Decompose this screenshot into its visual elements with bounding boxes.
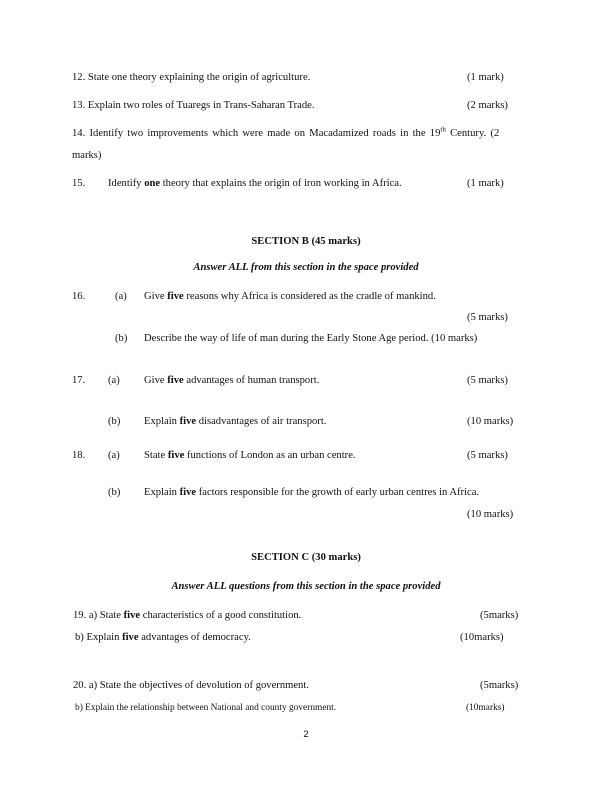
question-18b-label: (b) [108,487,121,498]
question-15-number: 15. [72,178,86,189]
section-c-title: SECTION C (30 marks) [251,552,361,563]
question-18b-marks: (10 marks) [467,509,514,520]
question-16b-label: (b) [115,333,128,344]
question-17a-marks: (5 marks) [467,375,508,386]
question-16-number: 16. [72,291,86,302]
question-19a-marks: (5marks) [480,610,519,621]
question-18b: Explain five factors responsible for the growth of early urban centres in Africa. [144,487,480,498]
question-17-number: 17. [72,375,86,386]
question-12: 12. State one theory explaining the origin of agriculture. [72,72,311,83]
question-13-marks: (2 marks) [467,100,508,111]
question-19b-marks: (10marks) [460,632,504,643]
question-17a-label: (a) [108,375,120,386]
question-20b-marks: (10marks) [466,703,505,713]
question-12-marks: (1 mark) [467,72,504,83]
question-20a-marks: (5marks) [480,680,519,691]
question-16a-marks: (5 marks) [467,312,508,323]
question-14-marks: marks) [72,150,102,161]
question-18a-label: (a) [108,450,120,461]
question-17a: Give five advantages of human transport. [144,375,320,386]
question-18a: State five functions of London as an urban centre. [144,450,356,461]
question-20a: 20. a) State the objectives of devolution of government. [73,680,309,691]
question-16a-label: (a) [115,291,127,302]
question-19a: 19. a) State five characteristics of a good constitution. [73,610,302,621]
question-18a-marks: (5 marks) [467,450,508,461]
question-13: 13. Explain two roles of Tuaregs in Trans-Saharan Trade. [72,100,315,111]
question-17b: Explain five disadvantages of air transport. [144,416,327,427]
question-17b-label: (b) [108,416,121,427]
section-b-instruction: Answer ALL from this section in the space provided [193,262,419,273]
question-16a: Give five reasons why Africa is considered as the cradle of mankind. [144,291,436,302]
section-c-instruction: Answer ALL questions from this section in the space provided [171,581,441,592]
section-b-title: SECTION B (45 marks) [251,236,361,247]
question-15: Identify one theory that explains the origin of iron working in Africa. [108,178,402,189]
question-20b: b) Explain the relationship between National and county government. [75,703,337,713]
question-16b: Describe the way of life of man during the Early Stone Age period. (10 marks) [144,333,478,344]
page-number: 2 [303,729,309,740]
question-18-number: 18. [72,450,86,461]
question-14: 14. Identify two improvements which were made on Macadamized roads in the 19th Century. (2 [72,125,500,139]
question-15-marks: (1 mark) [467,178,504,189]
question-17b-marks: (10 marks) [467,416,514,427]
question-19b: b) Explain five advantages of democracy. [75,632,251,643]
